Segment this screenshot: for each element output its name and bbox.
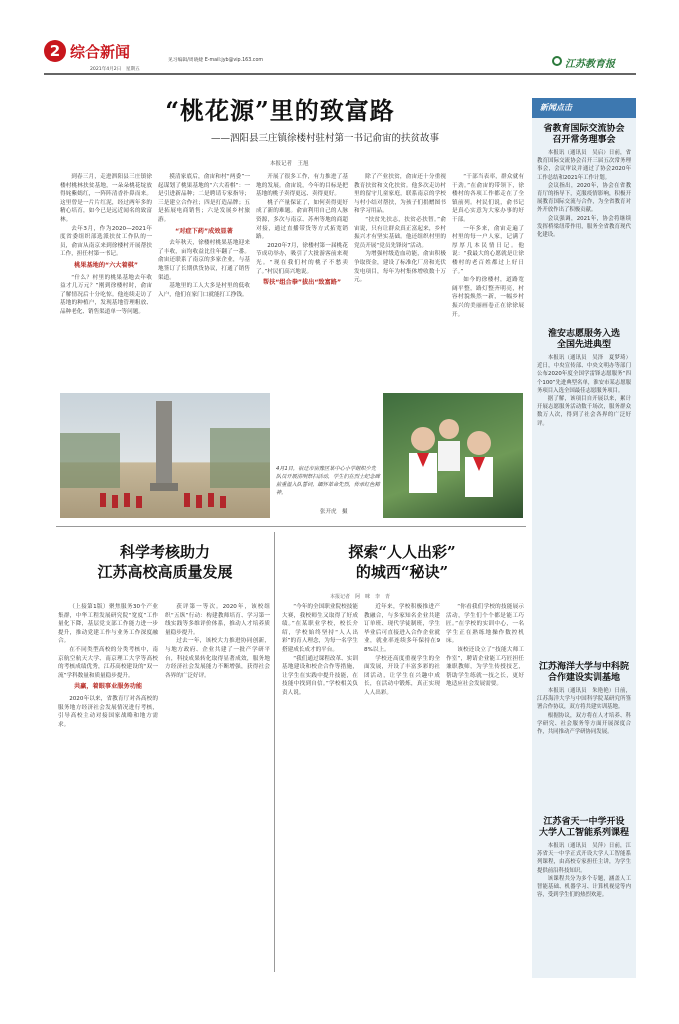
sidebar-item-title: 江苏省天一中学开设 <box>543 817 625 827</box>
page-number-badge: 2 <box>44 40 66 62</box>
sidebar-item-title: 召开常务理事会 <box>552 135 616 145</box>
lead-headline: “桃花源”里的致富路 <box>165 96 395 125</box>
photo-monument <box>60 393 270 518</box>
paragraph: 近年来，学校积极推进产教融合，与多家知名企业共建订单班、现代学徒制班，学生毕业后可直接进入合作企业就业，就业率连续多年保持在98%以上。 <box>364 604 440 653</box>
section-title: 综合新闻 <box>70 43 131 61</box>
paragraph: 在不同类型高校的分类考核中，南京航空航天大学、南京理工大学等高校的考核成绩优秀，江苏高校建设的“双一流”学科数量和质量稳步提升。 <box>58 646 158 679</box>
paragraph: 摸清家底后，俞宙和村“两委”一起谋划了桃果基地的“六大着棋”：一是引进新品种；二是聘请专家指导；三是建立合作社；四是打造品牌；五是拓展电商销售；六是发展乡村旅游。 <box>158 174 250 223</box>
sidebar-item-title: 合作建设实训基地 <box>547 673 620 683</box>
paragraph: 桃子产量保证了，如何卖得更好成了新的难题。俞宙利用自己的人脉资源，多次与南京、苏州等地的商超对接，通过直播带货等方式拓宽销路。 <box>256 199 348 241</box>
date-line: 2021年4月2日 星期五 <box>90 67 140 72</box>
lead-column-5 <box>452 173 524 383</box>
bottom-right-headline <box>282 542 522 582</box>
bottom-left-column-2 <box>165 603 270 975</box>
paragraph: 去年3月，作为2020—2021年度省委组织部选派扶贫工作队的一员，俞宙从南京来到徐楼村开展帮扶工作，担任村第一书记。 <box>60 225 152 258</box>
lead-column-3 <box>256 173 348 383</box>
lead-column-2 <box>158 173 250 305</box>
sidebar-item-text: 本报讯（通讯员 吴泽 夏梦琦）近日，中央宣传部、中央文明办等部门公布2020年度全国学雷锋志愿服务“四个100”先进典型名单，淮安市某志愿服务项目入选全国最佳志愿服务项目。 据了解，该项目自开展以来，累计开展志愿服务活动数千场次，服务群众数万人次，得到了社会各界的广泛好评。 <box>537 355 631 427</box>
paragraph: （上接第1版）聚焦服务30个产业集群，中华工程发展研究院“宽度”工作量化下降，基层党支部工作能力进一步提升，推动党建工作与业务工作深度融合。 <box>58 604 158 645</box>
students-scene-icon <box>383 393 523 518</box>
headline-line: 江苏高校高质量发展 <box>97 563 233 581</box>
paragraph: 如今的徐楼村，道路宽阔平整，路灯整齐明亮，村容村貌焕然一新，一幅乡村振兴的美丽画卷正在徐徐展开。 <box>452 277 524 318</box>
sidebar-item-text: 本报讯（通讯员 吴启）日前，省教育国际交流协会召开三届五次常务理事会，会议审议并通过了协会2020年工作总结和2021年工作计划。 会议指出，2020年，协会在省教育厅的指导下，克服疫情影响，积极开展教育国际交流与合作，为全省教育对外开放作出了积极贡献。 会议强调，2021年，协会将继续发挥桥梁纽带作用，服务全省教育现代化建设。 <box>537 150 631 239</box>
paragraph: 学校还高度重视学生的全面发展，开设了丰富多彩的社团活动，让学生在兴趣中成长，在活动中锻炼，真正实现人人出彩。 <box>364 655 440 696</box>
sidebar-item-title: 全国先进典型 <box>556 340 611 350</box>
paragraph: “你看我们学校的技能展示活动，学生们个个都是能工巧匠。”在学校的实训中心，一名学生正在熟练地操作数控机床。 <box>446 604 524 645</box>
bottom-right-column-3 <box>446 603 524 975</box>
monument-scene-icon <box>60 393 270 518</box>
bottom-right-byline: 本报记者 阿 咪 李 青 <box>330 594 391 600</box>
paragraph: 该校还设立了“技能大师工作室”，聘请企业能工巧匠担任兼职教师，为学生传授技艺，帮助学生练就一技之长，更好地适应社会发展需要。 <box>446 646 524 688</box>
paragraph: 为增强村级造血功能，俞宙积极争取资金，建设了标准化厂房和光伏发电项目，每年为村集体增收数十万元。 <box>354 251 446 284</box>
sidebar-item-title: 淮安志愿服务入选 <box>547 329 620 339</box>
bottom-right-column-1 <box>282 603 358 975</box>
subheading: 桃果基地的“六大着棋” <box>74 261 138 269</box>
paragraph: “干部当表率，群众就有干劲。”在俞宙的带领下，徐楼村的各项工作都走在了全镇前列。村民们说，俞书记是真心实意为大家办事的好干部。 <box>452 174 524 223</box>
lead-subheadline: ——泗阳县三庄镇徐楼村驻村第一书记俞宙的扶贫故事 <box>210 133 439 144</box>
sidebar-item-4 <box>532 813 636 936</box>
paragraph: 获评第一等次。2020年，该校组织“五纵”行动：构建教师培育、学习第一线实践等多维评价体系，推动人才培养质量稳步提升。 <box>165 604 270 636</box>
paragraph: “扶贫先扶志，扶贫必扶智。”俞宙说，只有让群众真正富起来，乡村振兴才有坚实基础。他还组织村里的党员开展“党员先锋岗”活动。 <box>354 216 446 249</box>
paragraph: 过去一年，该校大力推进协同创新，与地方政府、企业共建了一批产学研平台，科技成果转化取得显著成效，服务地方经济社会发展能力不断增强，获得社会各界的广泛好评。 <box>165 638 270 679</box>
lead-column-1 <box>60 173 152 315</box>
headline-line: 科学考核助力 <box>119 543 210 561</box>
photo-credit: 张开虎 摄 <box>320 509 348 515</box>
subheading: 共赢，着眼事业服务功能 <box>73 683 143 691</box>
paragraph: 开展了很多工作，有力推进了基地的发展。俞宙说，今年的目标是把基地的桃子卖得更远、卖得更好。 <box>256 174 348 198</box>
sidebar-item-text: 本报讯（通讯员 朱艳艳）日前，江苏海洋大学与中国科学院某研究所签署合作协议，双方将共建实训基地。 根据协议，双方将在人才培养、科学研究、社会服务等方面开展深度合作，共同推动产学研协同发展。 <box>537 688 631 736</box>
sidebar-item-3 <box>532 658 636 813</box>
lead-byline: 本报记者 王旭 <box>270 161 309 167</box>
sidebar-item-2 <box>532 325 636 658</box>
paragraph: 基地里的工人大多是村里的低收入户，他们在家门口就能打工挣钱。 <box>158 283 250 298</box>
paragraph: 2020年以来，省教育厅对各高校的服务地方经济社会发展情况进行考核，引导高校主动对接国家战略和地方需求。 <box>58 695 158 728</box>
paragraph: 到春三月，走进泗阳县三庄镇徐楼村桃林扶贫基地，一朵朵桃花绽放得姹紫嫣红，一阵阵清香扑鼻而来。这里曾是一片片红泥，经过两年多的精心培育，如今已是远近闻名的致富林。 <box>60 174 152 223</box>
editor-line: 见习编辑/周晓婕 E-mail:jyb@vip.163.com <box>168 58 264 63</box>
brand-name: 江苏教育报 <box>565 59 615 70</box>
bottom-left-headline <box>60 542 270 582</box>
lead-column-4 <box>354 173 446 383</box>
paragraph: 一年多来，俞宙走遍了村里的每一户人家，记满了厚厚几本民情日记。他说：“我最大的心愿就是让徐楼村的老百姓都过上好日子。” <box>452 225 524 275</box>
paragraph: “我们通过课程改革、实训基地建设和校企合作等措施，让学生在实践中提升技能，在技能中找到自信。”学校相关负责人说。 <box>282 655 358 696</box>
column-divider <box>274 532 275 972</box>
bottom-left-column-1 <box>58 603 158 975</box>
subheading: 帮扶“组合拳”拔出“致富路” <box>262 279 342 287</box>
photo-caption: 4月1日，宿迁市宿豫区某中心小学组织少先队员开展清明祭扫活动，学生们在烈士纪念碑前重温入队誓词，缅怀革命先烈，传承红色精神。 <box>276 466 380 496</box>
sidebar-item-title: 大学人工智能系列课程 <box>538 828 629 838</box>
bottom-right-column-2 <box>364 603 440 975</box>
sidebar-item-1 <box>532 118 636 325</box>
paragraph: “什么？村里的桃果基地去年收益才几万元？”刚到徐楼村时，俞宙了解情况后十分吃惊。他连续走访了基地的种植户，发现基地管理粗放、品种老化、销售渠道单一等问题。 <box>60 274 152 315</box>
headline-line: 的城西“秘诀” <box>355 563 449 581</box>
headline-line: 探索“人人出彩” <box>348 543 456 561</box>
paragraph: 除了产业扶贫，俞宙还十分重视教育扶贫和文化扶贫。他多次走访村里的留守儿童家庭，联系南京的学校与村小结对帮扶，为孩子们捐赠图书和学习用品。 <box>354 174 446 215</box>
sidebar-item-title: 省教育国际交流协会 <box>543 124 625 134</box>
paragraph: 2020年7月，徐楼村第一届桃花节成功举办，吸引了大批游客前来观光。“现在我们村的桃子不愁卖了。”村民们高兴地说。 <box>256 242 348 275</box>
sidebar-item-text: 本报讯（通讯员 吴萍）日前，江苏省天一中学正式开设大学人工智能系列课程，由高校专家担任主讲，为学生提供前沿科技知识。 该课程共分为多个专题，涵盖人工智能基础、机器学习、计算机视觉等内容，受到学生们的热烈欢迎。 <box>537 843 631 899</box>
paragraph: 去年秋天，徐楼村桃果基地迎来了丰收，亩均收益比往年翻了一番。俞宙还联系了南京的多家企业，与基地签订了长期供货协议，打通了销售渠道。 <box>158 240 250 281</box>
section-divider <box>56 526 526 527</box>
sidebar-header: 新闻点击 <box>532 98 636 118</box>
sidebar-item-title: 江苏海洋大学与中科院 <box>538 662 629 672</box>
photo-students <box>383 393 523 518</box>
logo-icon <box>552 56 562 66</box>
masthead <box>0 0 679 72</box>
paragraph: “今年的全国职业院校技能大赛，我校师生又取得了好成绩。”在某职业学校，校长介绍，学校始终坚持“人人出彩”的育人理念，为每一名学生搭建成长成才的平台。 <box>282 604 358 653</box>
subheading: “对症下药”成效显著 <box>175 227 233 235</box>
sidebar <box>532 98 636 978</box>
masthead-rule <box>44 73 636 75</box>
